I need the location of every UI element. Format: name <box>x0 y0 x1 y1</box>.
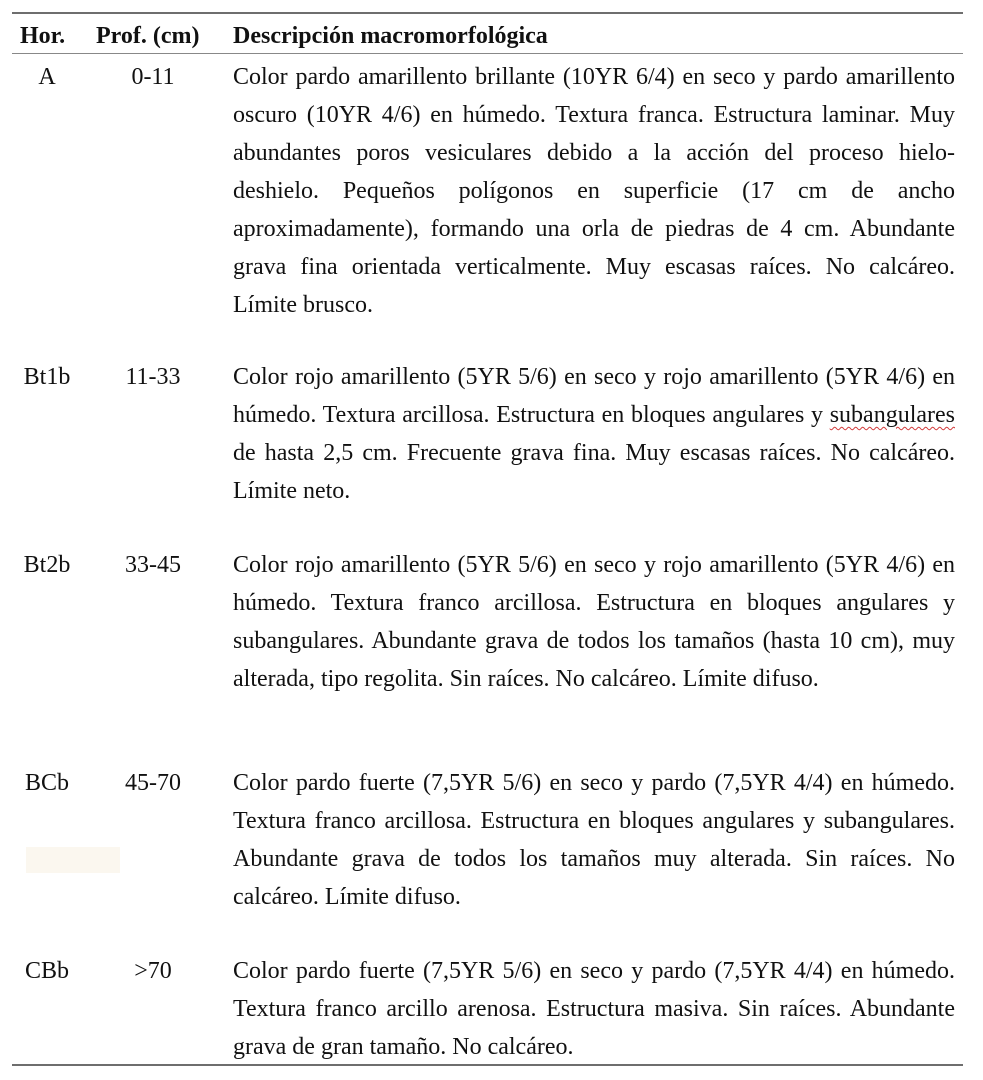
scan-smudge <box>26 847 120 873</box>
description-cell: Color pardo fuerte (7,5YR 5/6) en seco y pardo (7,5YR 4/4) en húmedo. Textura franco arcillo arenosa. Estructura masiva. Sin raíces. Abundante grava de gran tamaño. No calcáreo. <box>233 958 955 1060</box>
header-divider-rule <box>12 53 963 54</box>
description-cell: Color pardo fuerte (7,5YR 5/6) en seco y pardo (7,5YR 4/4) en húmedo. Textura franco arcillosa. Estructura en bloques angulares y subangulares. Abundante grava de todos los tamaños muy alterada. Sin raíces. No calcáreo. Límite difuso. <box>233 770 955 910</box>
spellcheck-flagged-word[interactable]: subangulares <box>829 402 955 428</box>
header-description: Descripción macromorfológica <box>233 23 548 49</box>
description-text-end: de hasta 2,5 cm. Frecuente grava fina. Muy escasas raíces. No calcáreo. Límite neto. <box>233 440 955 504</box>
horizon-cell: CBb <box>24 958 69 984</box>
horizon-cell: Bt2b <box>23 552 71 578</box>
description-cell <box>233 358 955 510</box>
horizon-cell: A <box>38 64 56 90</box>
depth-cell: 45-70 <box>125 770 181 796</box>
header-depth: Prof. (cm) <box>96 23 200 49</box>
depth-cell: 0-11 <box>131 64 175 90</box>
horizon-cell: Bt1b <box>23 364 71 390</box>
horizon-cell: BCb <box>24 770 69 796</box>
table-bottom-rule <box>12 1064 963 1066</box>
description-cell: Color pardo amarillento brillante (10YR 6/4) en seco y pardo amarillento oscuro (10YR 4/6) en húmedo. Textura franca. Estructura laminar. Muy abundantes poros vesiculares debido a la acción del proceso hielo-deshielo. Pequeños polígonos en superficie (17 cm de ancho aproximadamente), formando una orla de piedras de 4 cm. Abundante grava fina orientada verticalmente. Muy escasas raíces. No calcáreo. Límite brusco. <box>233 64 955 318</box>
description-cell: Color rojo amarillento (5YR 5/6) en seco y rojo amarillento (5YR 4/6) en húmedo. Textura franco arcillosa. Estructura en bloques angulares y subangulares. Abundante grava de todos los tamaños (hasta 10 cm), muy alterada, tipo regolita. Sin raíces. No calcáreo. Límite difuso. <box>233 552 955 692</box>
depth-cell: 11-33 <box>125 364 181 390</box>
description-text-start: Color rojo amarillento (5YR 5/6) en seco y rojo amarillento (5YR 4/6) en húmedo. Textura arcillosa. Estructura en bloques angulares y <box>233 364 955 428</box>
table-top-rule <box>12 12 963 14</box>
depth-cell: 33-45 <box>125 552 181 578</box>
depth-cell: >70 <box>134 958 172 984</box>
header-horizon: Hor. <box>20 23 66 49</box>
